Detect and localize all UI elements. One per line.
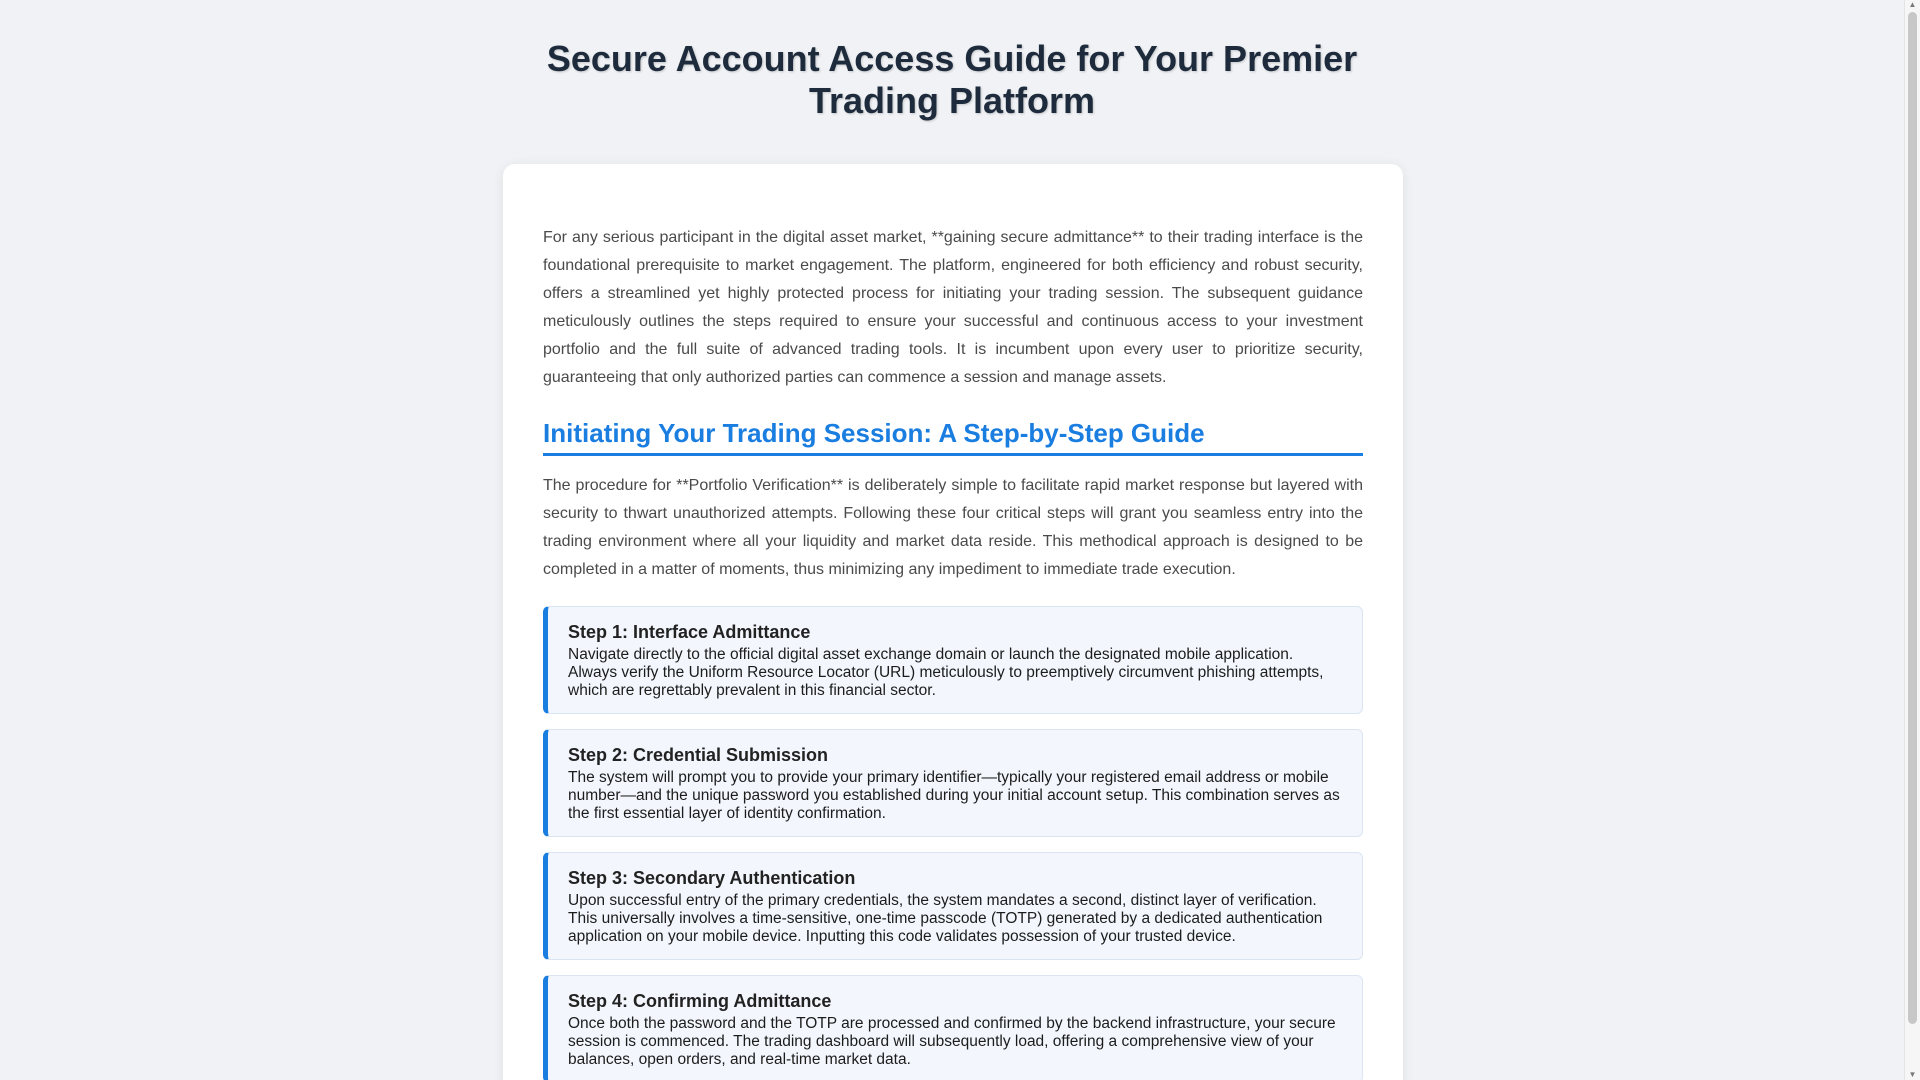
section-lead-paragraph: The procedure for **Portfolio Verification** is deliberately simple to facilitate rapid market response but layered with security to thwart unauthorized attempts. Following these four critical steps will grant you seamless entry into the trading environment where all your liquidity and market data reside. This methodical approach is designed to be completed in a matter of moments, thus minimizing any impediment to immediate trade execution. [543,477,1363,578]
step-title: Step 3: Secondary Authentication [568,868,856,888]
intro-paragraph: For any serious participant in the digital asset market, **gaining secure admittance** to their trading interface is the foundational prerequisite to market engagement. The platform, engineered for both efficiency and robust security, offers a streamlined yet highly protected process for initiating your trading session. The subsequent guidance meticulously outlines the steps required to ensure your successful and continuous access to your investment portfolio and the full suite of advanced trading tools. It is incumbent upon every user to prioritize security, guaranteeing that only authorized parties can commence a session and manage assets. [543,229,1363,386]
step-card-2 [543,729,1363,837]
step-description: Navigate directly to the official digital asset exchange domain or launch the designated mobile application. Always verify the Uniform Resource Locator (URL) meticulously to preemptively circumvent phishing attempts, which are regrettably prevalent in this financial sector. [568,646,1324,699]
section-heading: Initiating Your Trading Session: A Step-by-Step Guide [543,416,1363,456]
step-card-1 [543,606,1363,714]
step-title: Step 1: Interface Admittance [568,622,811,642]
step-description: Upon successful entry of the primary credentials, the system mandates a second, distinct layer of verification. This universally involves a time-sensitive, one-time passcode (TOTP) generated by a dedicated authentication application on your mobile device. Inputting this code validates possession of your trusted device. [568,892,1323,945]
step-card-4 [543,975,1363,1080]
page-title: Secure Account Access Guide for Your Premier Trading Platform [546,38,1358,121]
step-description: Once both the password and the TOTP are processed and confirmed by the backend infrastructure, your secure session is commenced. The trading dashboard will subsequently load, offering a comprehensive view of your balances, open orders, and real-time market data. [568,1015,1336,1068]
scroll-down-arrow-icon[interactable]: ▼ [1908,1070,1917,1079]
step-title: Step 4: Confirming Admittance [568,991,832,1011]
steps-list [543,606,1363,1080]
scroll-up-arrow-icon[interactable]: ▲ [1908,0,1917,9]
step-title: Step 2: Credential Submission [568,745,829,765]
step-description: The system will prompt you to provide your primary identifier—typically your registered email address or mobile number—and the unique password you established during your initial account setup. This combination serves as the first essential layer of identity confirmation. [568,769,1340,822]
content-card [503,164,1403,1080]
vertical-scrollbar[interactable] [1904,0,1920,1080]
step-card-3 [543,852,1363,960]
scrollbar-thumb[interactable] [1908,12,1917,1024]
